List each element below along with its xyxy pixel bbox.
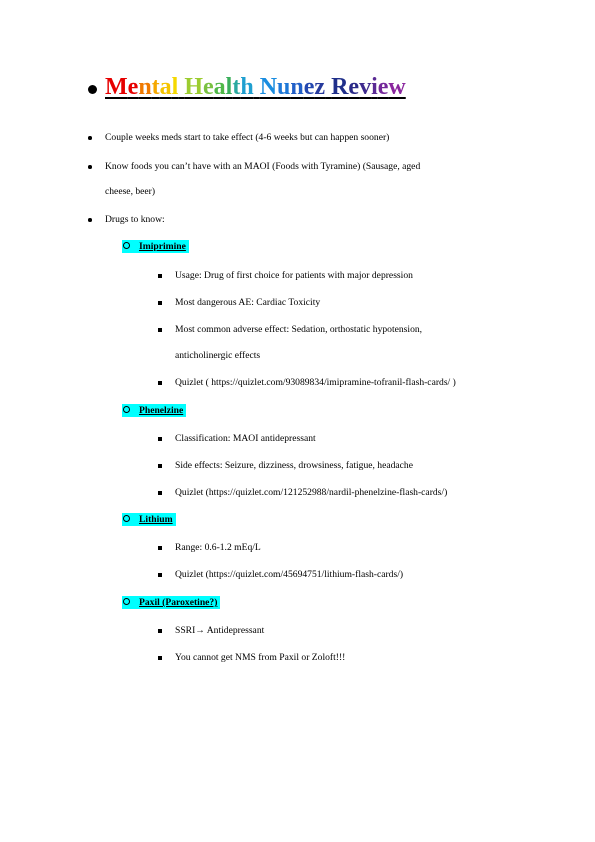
square-bullet-icon [158, 274, 162, 278]
title-letter: H [184, 74, 204, 100]
title-letter: a [159, 74, 172, 100]
circle-bullet-icon [123, 242, 130, 249]
title-letter: u [277, 74, 291, 100]
circle-bullet-icon [123, 406, 130, 413]
circle-bullet-icon [123, 598, 130, 605]
document-page: Mental Health Nunez Review Couple weeks meds start to take effect (4-6 weeks but can happen sooner) Know foods you can’t have with an MAOI (Foods with Tyramine) (Sausage, aged cheese, beer) Drugs to know: Imiprimine Usage: Drug of first choice for patients with major depression Most dangerous AE: Cardiac Toxicity Most common adverse effect: Sedation, orthostatic hypotension, anticholinergic effects Quizlet ( https://quizlet.com/93089834/imipramine-tofranil-flash-cards/ ) Phenelzine Classification: MAOI antidepressant Side effects: Seizure, dizziness, drowsiness, fatigue, headache Quizlet (https://quizlet.com/121252988/nardil-phenelzine-flash-cards/) Lithium Range: 0.6-1.2 mEq/L Quizlet (https://quizlet.com/45694751/lithium-flash-cards/) Paxil (Paroxetine?) SSRI→ Antidepressant You cannot get NMS from Paxil or Zoloft!!! [0, 0, 595, 842]
square-bullet-icon [158, 381, 162, 385]
bullet-icon [88, 218, 92, 222]
square-bullet-icon [158, 491, 162, 495]
title-letter: l [225, 74, 233, 100]
square-bullet-icon [158, 573, 162, 577]
square-bullet-icon [158, 629, 162, 633]
title-letter: i [371, 74, 378, 100]
bullet-icon [88, 136, 92, 140]
drug-heading: Phenelzine [122, 404, 186, 417]
title-letter: e [377, 74, 389, 100]
title-letter: e [127, 74, 139, 100]
title-letter: n [138, 74, 152, 100]
drug-heading: Paxil (Paroxetine?) [122, 596, 220, 609]
square-bullet-icon [158, 328, 162, 332]
title-letter: v [359, 74, 372, 100]
title-bullet-icon [88, 85, 97, 94]
drug-heading: Lithium [122, 513, 176, 526]
title-letter: a [213, 74, 226, 100]
square-bullet-icon [158, 656, 162, 660]
title-letter: e [303, 74, 315, 100]
title-letter: t [151, 74, 160, 100]
title-letter: z [314, 74, 326, 100]
title-letter: n [290, 74, 304, 100]
title-letter: M [105, 74, 128, 100]
title-letter: h [240, 74, 254, 100]
title-letter: R [331, 74, 349, 100]
drug-heading: Imiprimine [122, 240, 189, 253]
title-letter: l [171, 74, 179, 100]
square-bullet-icon [158, 464, 162, 468]
page-title [105, 72, 406, 102]
title-letter: e [348, 74, 360, 100]
square-bullet-icon [158, 437, 162, 441]
title-letter: t [232, 74, 241, 100]
title-letter: N [259, 74, 278, 100]
title-row [88, 70, 406, 104]
square-bullet-icon [158, 301, 162, 305]
title-letter: w [388, 74, 406, 100]
square-bullet-icon [158, 546, 162, 550]
circle-bullet-icon [123, 515, 130, 522]
title-letter: e [203, 74, 214, 100]
bullet-icon [88, 165, 92, 169]
